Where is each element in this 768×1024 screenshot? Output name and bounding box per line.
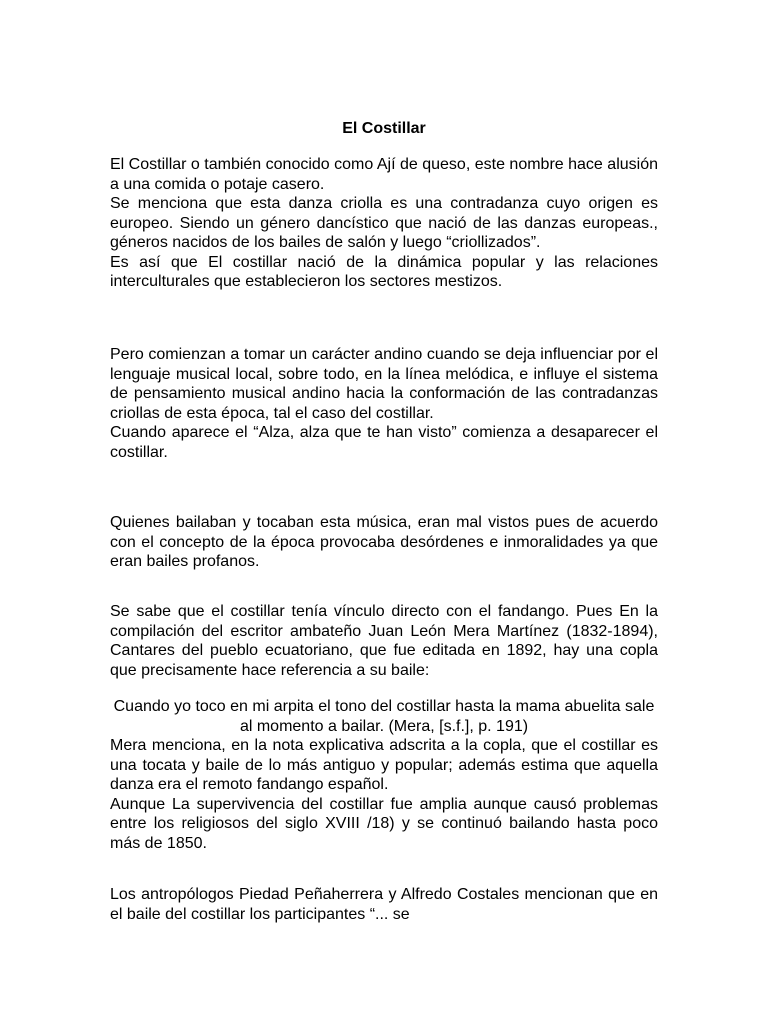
paragraph: Es así que El costillar nació de la dinámica popular y las relaciones interculturales que establecieron los sectores mestizos.: [110, 253, 658, 290]
paragraph-block-anthropologists: [110, 885, 658, 924]
paragraph: Los antropólogos Piedad Peñaherrera y Alfredo Costales mencionan que en el baile del costillar los participantes “... se: [110, 886, 658, 923]
paragraph: Mera menciona, en la nota explicativa adscrita a la copla, que el costillar es una tocata y baile de lo más antiguo y popular; además estima que aquella danza era el remoto fandango español.: [110, 737, 658, 793]
paragraph-block-andean: [110, 345, 658, 462]
paragraph: Se sabe que el costillar tenía vínculo directo con el fandango. Pues En la compilación del escritor ambateño Juan León Mera Martínez (1832-1894), Cantares del pueblo ecuatoriano, que fue editada en 1892, hay una copla que precisamente hace referencia a su baile:: [110, 603, 658, 679]
paragraph: Aunque La supervivencia del costillar fue amplia aunque causó problemas entre los religiosos del siglo XVIII /18) y se continuó bailando hasta poco más de 1850.: [110, 795, 658, 852]
paragraph: Se menciona que esta danza criolla es una contradanza cuyo origen es europeo. Siendo un género dancístico que nació de las danzas europeas., géneros nacidos de los bailes de salón y luego “criollizados”.: [110, 195, 658, 251]
document-title: El Costillar: [342, 120, 426, 137]
paragraph-block-mera: [110, 736, 658, 853]
paragraph-block-origin: [110, 155, 658, 292]
paragraph: El Costillar o también conocido como Ají de queso, este nombre hace alusión a una comida o potaje casero.: [110, 156, 658, 193]
paragraph-block-fandango: [110, 602, 658, 680]
quote-text: Cuando yo toco en mi arpita el tono del costillar hasta la mama abuelita sale al momento a bailar. (Mera, [s.f.], p. 191): [113, 698, 655, 735]
paragraph: Cuando aparece el “Alza, alza que te han visto” comienza a desaparecer el costillar.: [110, 424, 658, 461]
paragraph-block-reputation: [110, 513, 658, 572]
paragraph: Pero comienzan a tomar un carácter andino cuando se deja influenciar por el lenguaje musical local, sobre todo, en la línea melódica, e influye el sistema de pensamiento musical andino hacia la conformación de las contradanzas criollas de esta época, tal el caso del costillar.: [110, 346, 658, 422]
block-quote: [110, 697, 658, 736]
paragraph: Quienes bailaban y tocaban esta música, eran mal vistos pues de acuerdo con el concepto de la época provocaba desórdenes e inmoralidades ya que eran bailes profanos.: [110, 514, 658, 570]
